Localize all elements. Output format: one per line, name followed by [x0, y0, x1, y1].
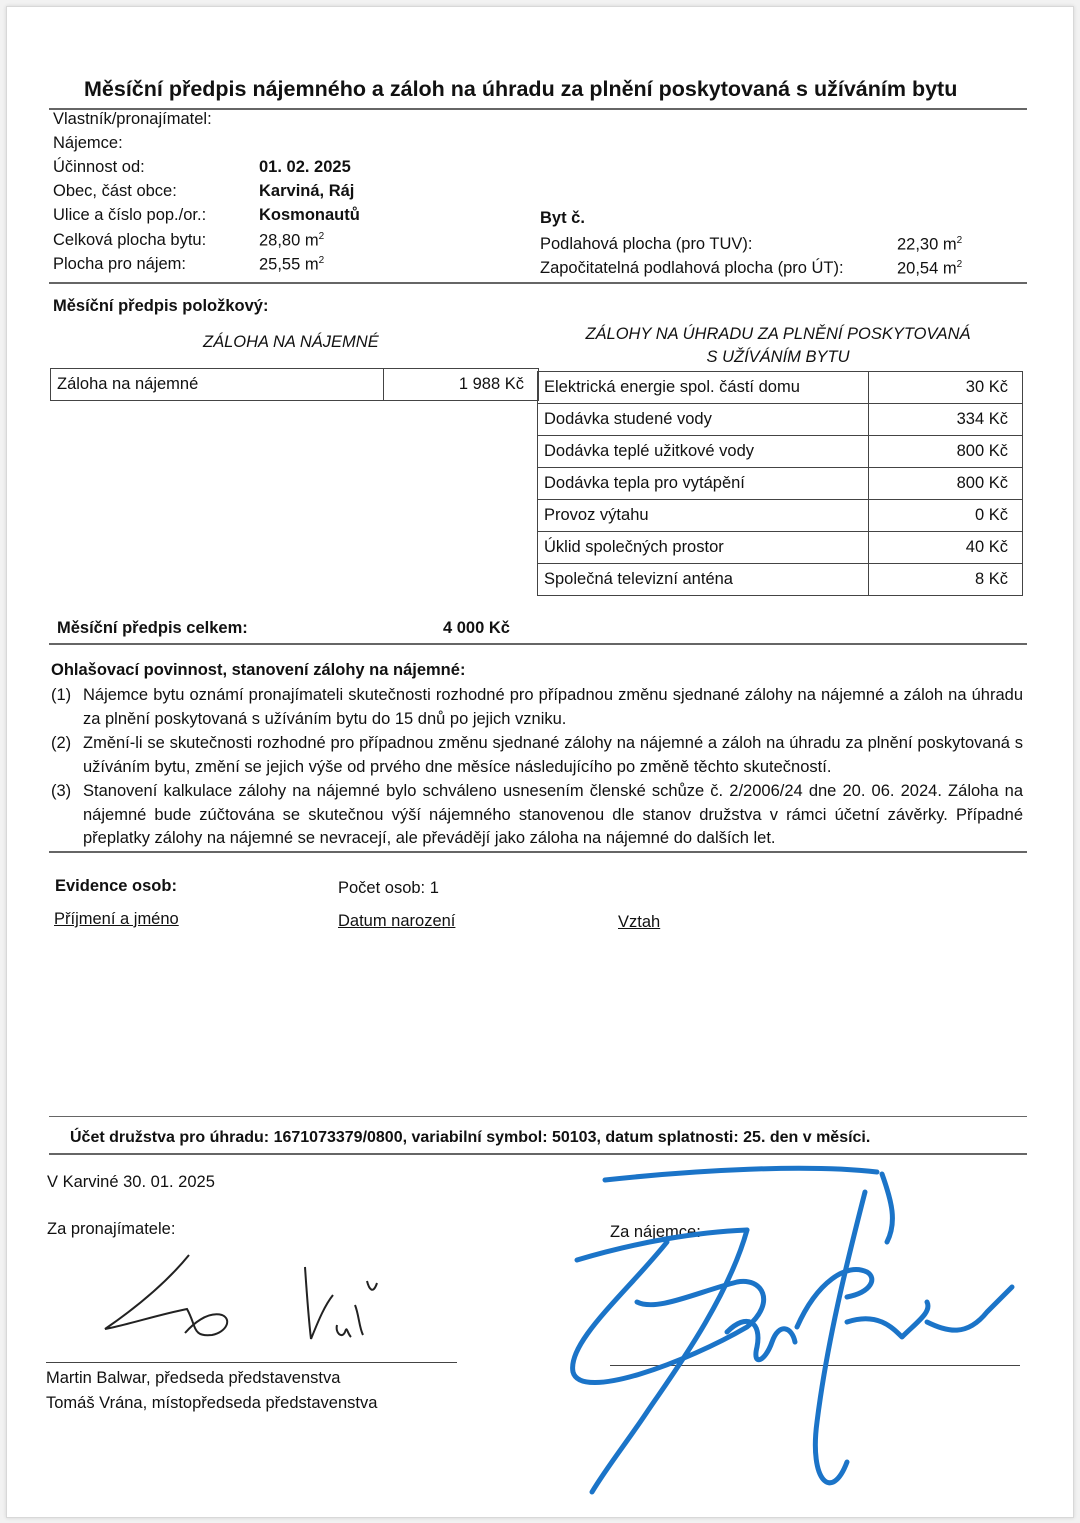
heat-area-label: Započitatelná podlahová plocha (pro ÚT):: [540, 259, 844, 277]
service-amount: 800 Kč: [869, 468, 1023, 500]
document-page: [6, 6, 1074, 1518]
place-date: V Karviné 30. 01. 2025: [47, 1173, 215, 1191]
service-label: Dodávka studené vody: [538, 404, 869, 436]
divider: [49, 282, 1027, 284]
service-label: Společná televizní anténa: [538, 564, 869, 596]
total-value: 4 000 Kč: [443, 619, 510, 637]
table-row: [538, 532, 1023, 564]
column-relation-header: Vztah: [618, 913, 661, 931]
itemized-heading: Měsíční předpis položkový:: [53, 297, 269, 315]
street-label: Ulice a číslo pop./or.:: [53, 206, 207, 224]
rent-area-value: 25,55 $m^2$: [259, 255, 325, 274]
divider: [49, 643, 1027, 645]
landlord-signature-label: Za pronajímatele:: [47, 1220, 176, 1238]
rent-item-label: Záloha na nájemné: [51, 369, 384, 401]
service-label: Dodávka tepla pro vytápění: [538, 468, 869, 500]
divider: [49, 851, 1027, 853]
flat-label: Byt č.: [540, 209, 585, 227]
obligations-heading: Ohlašovací povinnost, stanovení zálohy na nájemné:: [51, 661, 466, 679]
service-amount: 334 Kč: [869, 404, 1023, 436]
table-row: [51, 369, 539, 401]
services-table: [537, 371, 1023, 596]
owner-label: Vlastník/pronajímatel:: [53, 110, 212, 128]
divider: [49, 1153, 1027, 1155]
rent-column-header: ZÁLOHA NA NÁJEMNÉ: [203, 333, 379, 351]
effective-value: 01. 02. 2025: [259, 158, 351, 176]
service-label: Provoz výtahu: [538, 500, 869, 532]
table-row: [538, 436, 1023, 468]
city-value: Karviná, Ráj: [259, 182, 355, 200]
service-amount: 40 Kč: [869, 532, 1023, 564]
street-value: Kosmonautů: [259, 206, 360, 224]
service-label: Dodávka teplé užitkové vody: [538, 436, 869, 468]
list-item: (3) Stanovení kalkulace zálohy na nájemné bylo schváleno usnesením členské schůze č. 2/2006/24 dne 20. 06. 2024. Záloha na nájemné bude zúčtována se skutečnou výší nájemného stanovenou dle stanov družstva v rámci účetní závěrky. Případné přeplatky zálohy na nájemné se nevracejí, ale převádějí jako záloha na nájemné do dalších let.: [51, 782, 1023, 847]
tenant-label: Nájemce:: [53, 134, 123, 152]
floor-area-label: Podlahová plocha (pro TUV):: [540, 235, 753, 253]
rent-area-label: Plocha pro nájem:: [53, 255, 186, 273]
floor-area-value: 22,30 $m^2$: [897, 235, 963, 254]
table-row: [538, 468, 1023, 500]
service-amount: 30 Kč: [869, 372, 1023, 404]
persons-heading: Evidence osob:: [55, 877, 177, 895]
list-item: (1) Nájemce bytu oznámí pronajímateli skutečnosti rozhodné pro případnou změnu sjednané zálohy na nájemné a záloh na úhradu za plnění poskytovaná s užíváním bytu do 15 dnů po jejich vzniku.: [51, 686, 1023, 728]
service-amount: 8 Kč: [869, 564, 1023, 596]
rent-item-amount: 1 988 Kč: [384, 369, 539, 401]
table-row: [538, 500, 1023, 532]
effective-label: Účinnost od:: [53, 158, 145, 176]
heat-area-value: 20,54 $m^2$: [897, 259, 963, 278]
bank-account-info: Účet družstva pro úhradu: 1671073379/0800, variabilní symbol: 50103, datum splatnosti: 25. den v měsíci.: [70, 1129, 871, 1146]
document-title: Měsíční předpis nájemného a záloh na úhradu za plnění poskytovaná s užíváním bytu: [84, 77, 958, 101]
obligations-list: [51, 684, 1023, 852]
landlord-signature-line: [46, 1362, 457, 1363]
table-row: [538, 404, 1023, 436]
column-birth-header: Datum narození: [338, 912, 456, 930]
persons-count: Počet osob: 1: [338, 879, 439, 897]
column-name-header: Příjmení a jméno: [54, 910, 179, 928]
signatory-1: Martin Balwar, předseda představenstva: [46, 1369, 341, 1387]
total-area-label: Celková plocha bytu:: [53, 231, 207, 249]
city-label: Obec, část obce:: [53, 182, 177, 200]
services-column-header-line2: S UŽÍVÁNÍM BYTU: [706, 348, 850, 366]
service-amount: 800 Kč: [869, 436, 1023, 468]
service-label: Elektrická energie spol. částí domu: [538, 372, 869, 404]
services-column-header-line1: ZÁLOHY NA ÚHRADU ZA PLNĚNÍ POSKYTOVANÁ: [585, 325, 971, 343]
table-row: [538, 564, 1023, 596]
signatory-2: Tomáš Vrána, místopředseda představenstva: [46, 1394, 378, 1412]
service-amount: 0 Kč: [869, 500, 1023, 532]
rent-table: [50, 368, 539, 401]
divider: [49, 1116, 1027, 1117]
list-item: (2) Změní-li se skutečnosti rozhodné pro případnou změnu sjednané zálohy na nájemné a záloh na úhradu za plnění poskytovaná s užíváním bytu, změní se jejich výše od prvého dne měsíce následujícího po změně těchto skutečností.: [51, 734, 1023, 776]
landlord-signature-image: [97, 1247, 387, 1357]
table-row: [538, 372, 1023, 404]
tenant-signature-label: Za nájemce:: [610, 1223, 701, 1241]
service-label: Úklid společných prostor: [538, 532, 869, 564]
total-label: Měsíční předpis celkem:: [57, 619, 248, 637]
tenant-signature-image: [547, 1162, 1017, 1507]
total-area-value: 28,80 $m^2$: [259, 231, 325, 250]
